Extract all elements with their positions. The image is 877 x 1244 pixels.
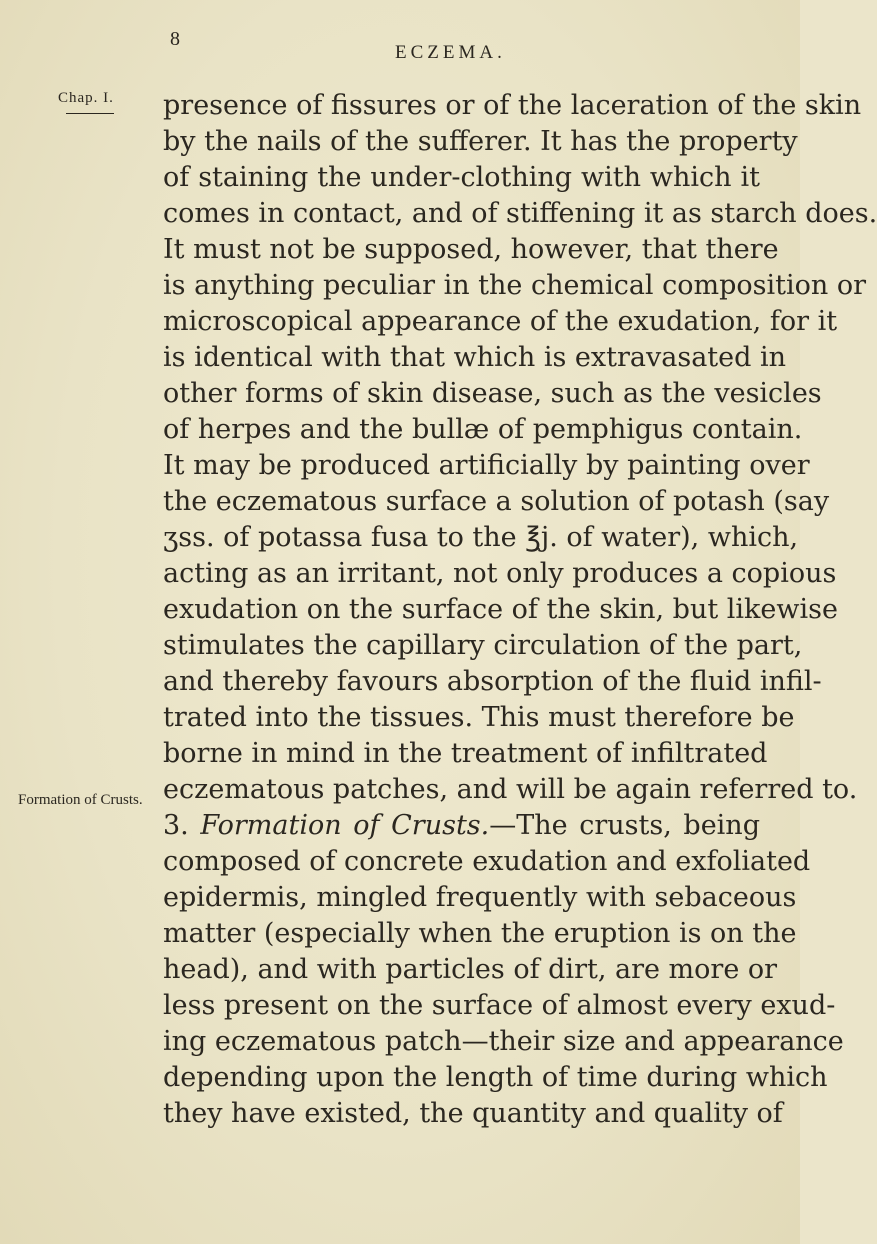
- chapter-label-text: Chap. I.: [58, 90, 114, 106]
- text-line: depending upon the length of time during which: [163, 1062, 828, 1093]
- text-line: borne in mind in the treatment of infiltrated: [163, 738, 768, 769]
- text-line: comes in contact, and of stiffening it as starch does.: [163, 198, 877, 229]
- section-first-line-rest: —The crusts, being: [489, 810, 760, 841]
- text-line: the eczematous surface a solution of potash (say: [163, 486, 830, 517]
- text-line: epidermis, mingled frequently with sebaceous: [163, 882, 797, 913]
- chapter-underline: [66, 113, 114, 114]
- section-title: Formation of Crusts.: [200, 810, 490, 841]
- text-line: exudation on the surface of the skin, but likewise: [163, 594, 838, 625]
- text-line: and thereby favours absorption of the fluid infil-: [163, 666, 822, 697]
- page-number: 8: [170, 28, 180, 50]
- margin-note-formation: Formation of Crusts.: [18, 792, 143, 808]
- margin-chapter-label: [58, 90, 114, 107]
- text-line: presence of fissures or of the laceration of the skin: [163, 90, 862, 121]
- text-line: trated into the tissues. This must therefore be: [163, 702, 795, 733]
- text-line: less present on the surface of almost every exud-: [163, 990, 836, 1021]
- text-line: is anything peculiar in the chemical composition or: [163, 270, 867, 301]
- text-line: It must not be supposed, however, that there: [163, 234, 779, 265]
- text-line: other forms of skin disease, such as the vesicles: [163, 378, 822, 409]
- text-line: composed of concrete exudation and exfoliated: [163, 846, 811, 877]
- text-line: acting as an irritant, not only produces a copious: [163, 558, 837, 589]
- text-line: microscopical appearance of the exudation, for it: [163, 306, 838, 337]
- text-line: matter (especially when the eruption is on the: [163, 918, 797, 949]
- text-line: of herpes and the bullæ of pemphigus contain.: [163, 414, 803, 445]
- text-line: head), and with particles of dirt, are more or: [163, 954, 778, 985]
- section-heading-line: [163, 806, 760, 846]
- text-line: ing eczematous patch—their size and appearance: [163, 1026, 844, 1057]
- text-line: is identical with that which is extravasated in: [163, 342, 787, 373]
- text-line: of staining the under-clothing with which it: [163, 162, 760, 193]
- text-line: ʒss. of potassa fusa to the ℥j. of water), which,: [163, 522, 799, 553]
- text-line: by the nails of the sufferer. It has the property: [163, 126, 798, 157]
- running-title: ECZEMA.: [395, 42, 506, 63]
- text-line: they have existed, the quantity and quality of: [163, 1098, 783, 1129]
- text-line: eczematous patches, and will be again referred to.: [163, 774, 858, 805]
- section-number: 3.: [163, 810, 189, 841]
- text-line: It may be produced artificially by painting over: [163, 450, 810, 481]
- body-text: [163, 86, 877, 1186]
- text-line: stimulates the capillary circulation of the part,: [163, 630, 803, 661]
